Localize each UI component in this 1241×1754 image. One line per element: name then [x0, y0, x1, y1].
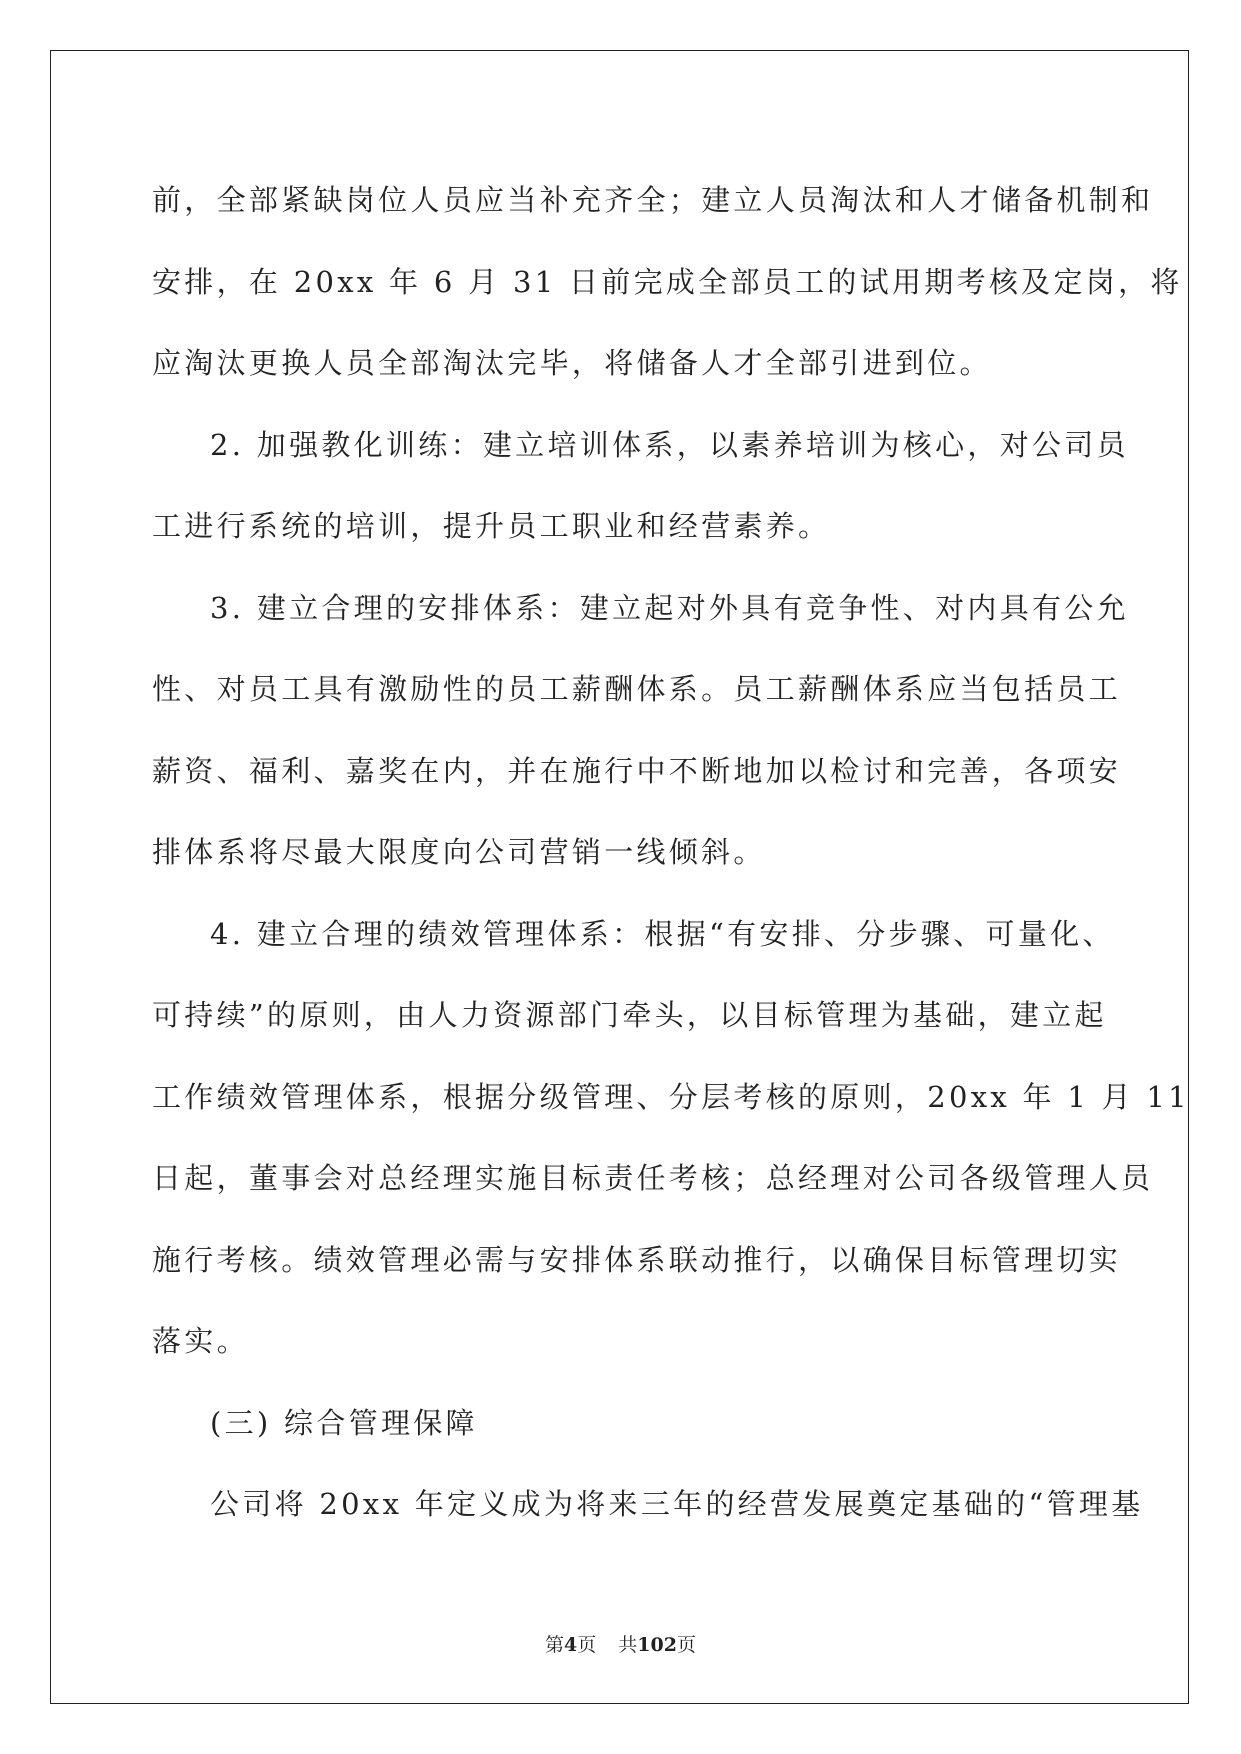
page-prefix: 第	[545, 1634, 565, 1656]
body-line: 公司将 20xx 年定义成为将来三年的经营发展奠定基础的“管理基	[210, 1487, 1144, 1521]
body-line: 4. 建立合理的绩效管理体系：根据“有安排、分步骤、可量化、	[210, 916, 1115, 951]
body-line: 安排，在 20xx 年 6 月 31 日前完成全部员工的试用期考核及定岗，将	[152, 264, 1183, 299]
body-line: 工进行系统的培训，提升员工职业和经营素养。	[152, 509, 831, 543]
document-body	[152, 160, 1190, 1546]
page-number: 4	[564, 1634, 578, 1656]
body-line: 可持续”的原则，由人力资源部门牵头，以目标管理为基础，建立起	[152, 998, 1107, 1032]
body-line: 2. 加强教化训练：建立培训体系，以素养培训为核心，对公司员	[210, 427, 1129, 462]
total-prefix: 共	[618, 1634, 638, 1656]
body-line: 排体系将尽最大限度向公司营销一线倾斜。	[152, 835, 766, 869]
page-suffix: 页	[577, 1634, 597, 1656]
body-line: 日起，董事会对总经理实施目标责任考核；总经理对公司各级管理人员	[152, 1161, 1154, 1195]
body-line: 工作绩效管理体系，根据分级管理、分层考核的原则，20xx 年 1 月 11	[152, 1079, 1190, 1114]
body-line: 3. 建立合理的安排体系：建立起对外具有竞争性、对内具有公允	[210, 590, 1129, 625]
page-footer	[0, 1630, 1241, 1657]
body-line: 性、对员工具有激励性的员工薪酬体系。员工薪酬体系应当包括员工	[152, 672, 1122, 706]
total-pages: 102	[637, 1634, 677, 1656]
body-line: 落实。	[152, 1324, 249, 1358]
section-heading: (三) 综合管理保障	[210, 1405, 478, 1440]
body-line: 薪资、福利、嘉奖在内，并在施行中不断地加以检讨和完善，各项安	[152, 753, 1122, 788]
body-line: 应淘汰更换人员全部淘汰完毕，将储备人才全部引进到位。	[152, 346, 992, 380]
total-suffix: 页	[676, 1634, 696, 1656]
body-line: 施行考核。绩效管理必需与安排体系联动推行，以确保目标管理切实	[152, 1242, 1122, 1277]
body-line: 前，全部紧缺岗位人员应当补充齐全；建立人员淘汰和人才储备机制和	[152, 183, 1154, 217]
